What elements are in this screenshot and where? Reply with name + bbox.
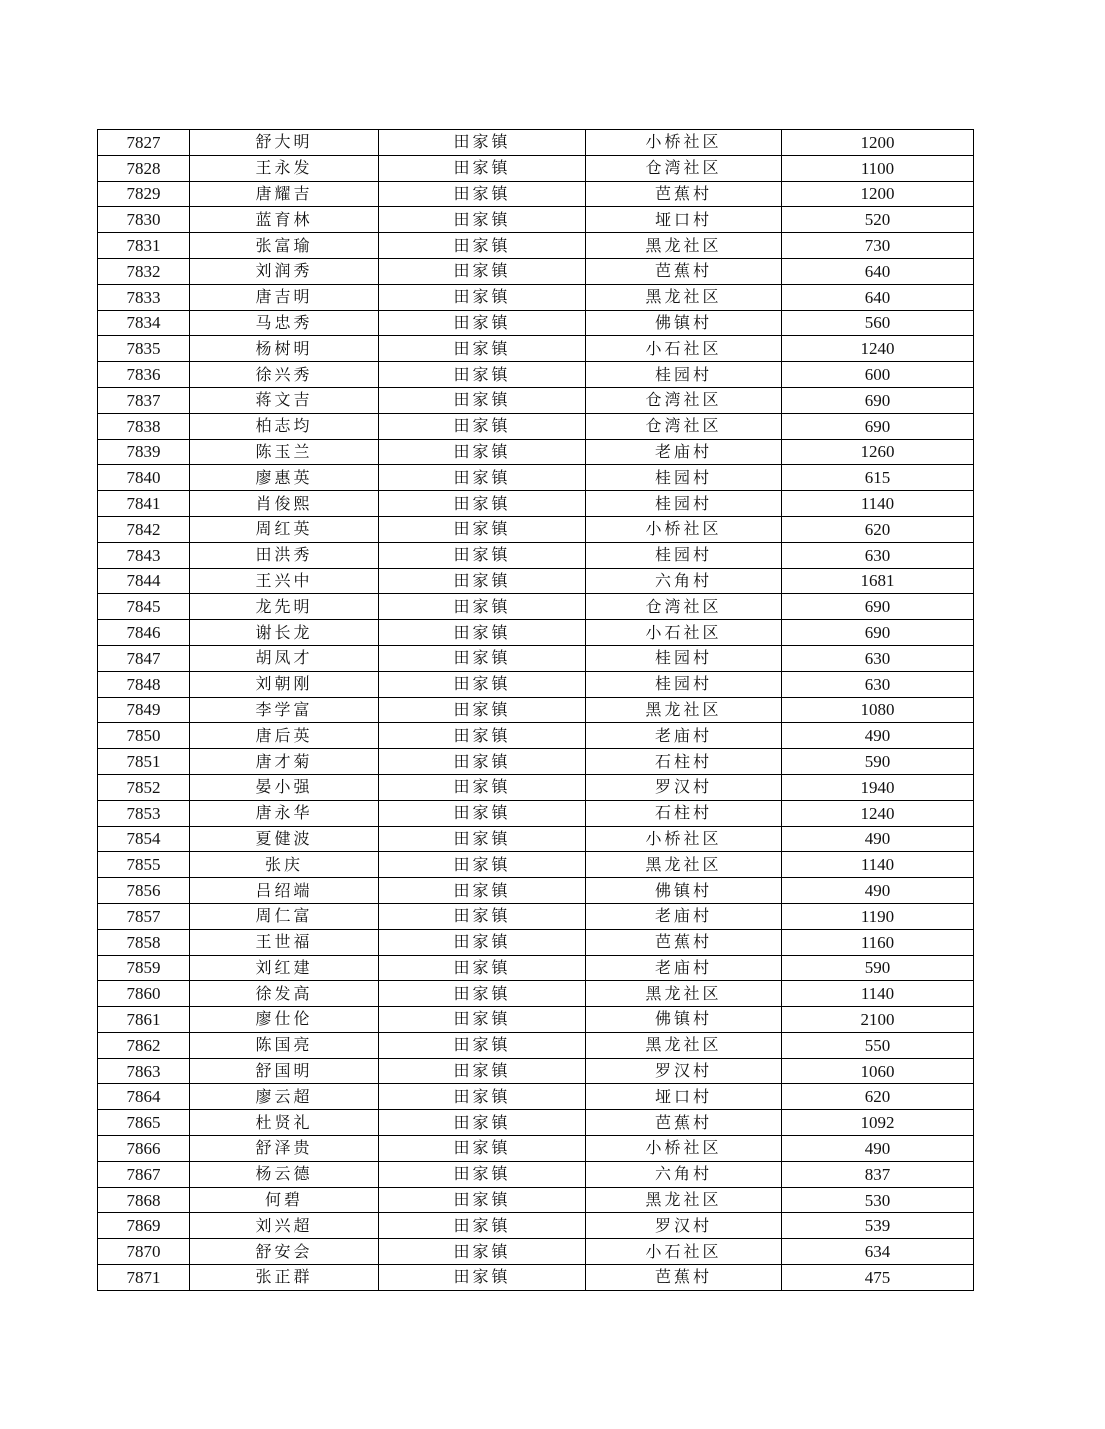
table-row bbox=[98, 233, 974, 259]
village-name: 芭蕉村 bbox=[586, 1110, 782, 1136]
town-name: 田家镇 bbox=[379, 981, 586, 1007]
village-name: 小石社区 bbox=[586, 336, 782, 362]
town-name: 田家镇 bbox=[379, 465, 586, 491]
village-name: 佛镇村 bbox=[586, 878, 782, 904]
table-row bbox=[98, 620, 974, 646]
table-row bbox=[98, 387, 974, 413]
amount-value: 1200 bbox=[782, 130, 974, 156]
person-name: 杨云德 bbox=[190, 1161, 379, 1187]
amount-value: 690 bbox=[782, 620, 974, 646]
person-name: 廖仕伦 bbox=[190, 1007, 379, 1033]
amount-value: 590 bbox=[782, 749, 974, 775]
amount-value: 634 bbox=[782, 1239, 974, 1265]
village-name: 佛镇村 bbox=[586, 1007, 782, 1033]
person-name: 刘红建 bbox=[190, 955, 379, 981]
village-name: 小桥社区 bbox=[586, 826, 782, 852]
table-row bbox=[98, 929, 974, 955]
table-row bbox=[98, 1084, 974, 1110]
table-row bbox=[98, 1239, 974, 1265]
row-number: 7858 bbox=[98, 929, 190, 955]
person-name: 王永发 bbox=[190, 155, 379, 181]
amount-value: 640 bbox=[782, 258, 974, 284]
amount-value: 530 bbox=[782, 1187, 974, 1213]
town-name: 田家镇 bbox=[379, 955, 586, 981]
row-number: 7829 bbox=[98, 181, 190, 207]
table-row bbox=[98, 671, 974, 697]
town-name: 田家镇 bbox=[379, 749, 586, 775]
row-number: 7834 bbox=[98, 310, 190, 336]
amount-value: 630 bbox=[782, 645, 974, 671]
amount-value: 690 bbox=[782, 387, 974, 413]
person-name: 杨树明 bbox=[190, 336, 379, 362]
table-row bbox=[98, 1110, 974, 1136]
town-name: 田家镇 bbox=[379, 1239, 586, 1265]
town-name: 田家镇 bbox=[379, 130, 586, 156]
person-name: 胡凤才 bbox=[190, 645, 379, 671]
table-row bbox=[98, 516, 974, 542]
person-name: 刘兴超 bbox=[190, 1213, 379, 1239]
town-name: 田家镇 bbox=[379, 542, 586, 568]
town-name: 田家镇 bbox=[379, 258, 586, 284]
person-name: 刘润秀 bbox=[190, 258, 379, 284]
row-number: 7854 bbox=[98, 826, 190, 852]
town-name: 田家镇 bbox=[379, 1032, 586, 1058]
amount-value: 1190 bbox=[782, 903, 974, 929]
town-name: 田家镇 bbox=[379, 1058, 586, 1084]
table-row bbox=[98, 542, 974, 568]
table-row bbox=[98, 645, 974, 671]
person-name: 吕绍端 bbox=[190, 878, 379, 904]
village-name: 仓湾社区 bbox=[586, 594, 782, 620]
village-name: 黑龙社区 bbox=[586, 697, 782, 723]
table-row bbox=[98, 1265, 974, 1291]
amount-value: 1092 bbox=[782, 1110, 974, 1136]
amount-value: 620 bbox=[782, 516, 974, 542]
town-name: 田家镇 bbox=[379, 1007, 586, 1033]
village-name: 小石社区 bbox=[586, 620, 782, 646]
village-name: 垭口村 bbox=[586, 1084, 782, 1110]
village-name: 小石社区 bbox=[586, 1239, 782, 1265]
town-name: 田家镇 bbox=[379, 800, 586, 826]
table-row bbox=[98, 800, 974, 826]
village-name: 桂园村 bbox=[586, 491, 782, 517]
village-name: 垭口村 bbox=[586, 207, 782, 233]
amount-value: 1140 bbox=[782, 491, 974, 517]
amount-value: 640 bbox=[782, 284, 974, 310]
person-name: 陈国亮 bbox=[190, 1032, 379, 1058]
amount-value: 475 bbox=[782, 1265, 974, 1291]
table-row bbox=[98, 723, 974, 749]
table-row bbox=[98, 465, 974, 491]
village-name: 黑龙社区 bbox=[586, 1187, 782, 1213]
person-name: 谢长龙 bbox=[190, 620, 379, 646]
town-name: 田家镇 bbox=[379, 362, 586, 388]
village-name: 六角村 bbox=[586, 568, 782, 594]
village-name: 桂园村 bbox=[586, 465, 782, 491]
village-name: 桂园村 bbox=[586, 645, 782, 671]
village-name: 罗汉村 bbox=[586, 1213, 782, 1239]
row-number: 7870 bbox=[98, 1239, 190, 1265]
amount-value: 615 bbox=[782, 465, 974, 491]
amount-value: 1200 bbox=[782, 181, 974, 207]
village-name: 罗汉村 bbox=[586, 1058, 782, 1084]
table-row bbox=[98, 1136, 974, 1162]
person-name: 龙先明 bbox=[190, 594, 379, 620]
village-name: 六角村 bbox=[586, 1161, 782, 1187]
person-name: 周红英 bbox=[190, 516, 379, 542]
amount-value: 837 bbox=[782, 1161, 974, 1187]
town-name: 田家镇 bbox=[379, 1161, 586, 1187]
row-number: 7866 bbox=[98, 1136, 190, 1162]
row-number: 7853 bbox=[98, 800, 190, 826]
table-row bbox=[98, 774, 974, 800]
row-number: 7848 bbox=[98, 671, 190, 697]
town-name: 田家镇 bbox=[379, 852, 586, 878]
table-row bbox=[98, 749, 974, 775]
row-number: 7850 bbox=[98, 723, 190, 749]
person-name: 张富瑜 bbox=[190, 233, 379, 259]
row-number: 7827 bbox=[98, 130, 190, 156]
row-number: 7847 bbox=[98, 645, 190, 671]
amount-value: 600 bbox=[782, 362, 974, 388]
person-name: 唐耀吉 bbox=[190, 181, 379, 207]
table-row bbox=[98, 568, 974, 594]
person-name: 刘朝刚 bbox=[190, 671, 379, 697]
town-name: 田家镇 bbox=[379, 697, 586, 723]
amount-value: 690 bbox=[782, 413, 974, 439]
town-name: 田家镇 bbox=[379, 1213, 586, 1239]
table-row bbox=[98, 491, 974, 517]
amount-value: 590 bbox=[782, 955, 974, 981]
person-name: 唐永华 bbox=[190, 800, 379, 826]
row-number: 7830 bbox=[98, 207, 190, 233]
table-row bbox=[98, 181, 974, 207]
amount-value: 1100 bbox=[782, 155, 974, 181]
row-number: 7849 bbox=[98, 697, 190, 723]
town-name: 田家镇 bbox=[379, 645, 586, 671]
table-row bbox=[98, 903, 974, 929]
amount-value: 690 bbox=[782, 594, 974, 620]
person-name: 何碧 bbox=[190, 1187, 379, 1213]
person-name: 肖俊熙 bbox=[190, 491, 379, 517]
village-name: 小桥社区 bbox=[586, 130, 782, 156]
village-name: 石柱村 bbox=[586, 800, 782, 826]
village-name: 老庙村 bbox=[586, 723, 782, 749]
row-number: 7836 bbox=[98, 362, 190, 388]
village-name: 老庙村 bbox=[586, 903, 782, 929]
village-name: 小桥社区 bbox=[586, 1136, 782, 1162]
town-name: 田家镇 bbox=[379, 516, 586, 542]
town-name: 田家镇 bbox=[379, 310, 586, 336]
town-name: 田家镇 bbox=[379, 1265, 586, 1291]
table-row bbox=[98, 439, 974, 465]
table-row bbox=[98, 1007, 974, 1033]
village-name: 桂园村 bbox=[586, 671, 782, 697]
village-name: 黑龙社区 bbox=[586, 981, 782, 1007]
person-name: 徐发高 bbox=[190, 981, 379, 1007]
person-name: 舒安会 bbox=[190, 1239, 379, 1265]
row-number: 7835 bbox=[98, 336, 190, 362]
amount-value: 1140 bbox=[782, 981, 974, 1007]
row-number: 7842 bbox=[98, 516, 190, 542]
person-name: 舒泽贵 bbox=[190, 1136, 379, 1162]
amount-value: 490 bbox=[782, 878, 974, 904]
town-name: 田家镇 bbox=[379, 929, 586, 955]
table-row bbox=[98, 878, 974, 904]
village-name: 石柱村 bbox=[586, 749, 782, 775]
row-number: 7840 bbox=[98, 465, 190, 491]
village-name: 仓湾社区 bbox=[586, 155, 782, 181]
table-row bbox=[98, 362, 974, 388]
row-number: 7871 bbox=[98, 1265, 190, 1291]
table-row bbox=[98, 955, 974, 981]
row-number: 7857 bbox=[98, 903, 190, 929]
town-name: 田家镇 bbox=[379, 233, 586, 259]
amount-value: 550 bbox=[782, 1032, 974, 1058]
amount-value: 539 bbox=[782, 1213, 974, 1239]
row-number: 7867 bbox=[98, 1161, 190, 1187]
amount-value: 1240 bbox=[782, 336, 974, 362]
amount-value: 730 bbox=[782, 233, 974, 259]
row-number: 7856 bbox=[98, 878, 190, 904]
town-name: 田家镇 bbox=[379, 620, 586, 646]
town-name: 田家镇 bbox=[379, 723, 586, 749]
person-name: 马忠秀 bbox=[190, 310, 379, 336]
row-number: 7832 bbox=[98, 258, 190, 284]
amount-value: 630 bbox=[782, 671, 974, 697]
table-row bbox=[98, 852, 974, 878]
town-name: 田家镇 bbox=[379, 336, 586, 362]
amount-value: 1160 bbox=[782, 929, 974, 955]
town-name: 田家镇 bbox=[379, 284, 586, 310]
row-number: 7843 bbox=[98, 542, 190, 568]
town-name: 田家镇 bbox=[379, 1110, 586, 1136]
table-row bbox=[98, 284, 974, 310]
table-row bbox=[98, 207, 974, 233]
amount-value: 620 bbox=[782, 1084, 974, 1110]
town-name: 田家镇 bbox=[379, 568, 586, 594]
table-row bbox=[98, 1161, 974, 1187]
person-name: 田洪秀 bbox=[190, 542, 379, 568]
row-number: 7869 bbox=[98, 1213, 190, 1239]
person-name: 王世福 bbox=[190, 929, 379, 955]
village-name: 黑龙社区 bbox=[586, 233, 782, 259]
row-number: 7851 bbox=[98, 749, 190, 775]
person-name: 廖云超 bbox=[190, 1084, 379, 1110]
table-row bbox=[98, 981, 974, 1007]
amount-value: 520 bbox=[782, 207, 974, 233]
person-name: 蒋文吉 bbox=[190, 387, 379, 413]
table-row bbox=[98, 155, 974, 181]
row-number: 7860 bbox=[98, 981, 190, 1007]
row-number: 7844 bbox=[98, 568, 190, 594]
row-number: 7845 bbox=[98, 594, 190, 620]
town-name: 田家镇 bbox=[379, 1187, 586, 1213]
row-number: 7863 bbox=[98, 1058, 190, 1084]
person-name: 廖惠英 bbox=[190, 465, 379, 491]
village-name: 老庙村 bbox=[586, 439, 782, 465]
person-name: 舒国明 bbox=[190, 1058, 379, 1084]
table-row bbox=[98, 1058, 974, 1084]
row-number: 7855 bbox=[98, 852, 190, 878]
village-name: 仓湾社区 bbox=[586, 413, 782, 439]
town-name: 田家镇 bbox=[379, 594, 586, 620]
table-row bbox=[98, 1213, 974, 1239]
row-number: 7839 bbox=[98, 439, 190, 465]
roster-table-body bbox=[98, 130, 974, 1291]
village-name: 小桥社区 bbox=[586, 516, 782, 542]
person-name: 周仁富 bbox=[190, 903, 379, 929]
row-number: 7865 bbox=[98, 1110, 190, 1136]
person-name: 唐后英 bbox=[190, 723, 379, 749]
person-name: 唐吉明 bbox=[190, 284, 379, 310]
person-name: 王兴中 bbox=[190, 568, 379, 594]
village-name: 芭蕉村 bbox=[586, 258, 782, 284]
table-row bbox=[98, 1187, 974, 1213]
town-name: 田家镇 bbox=[379, 491, 586, 517]
town-name: 田家镇 bbox=[379, 207, 586, 233]
village-name: 桂园村 bbox=[586, 542, 782, 568]
table-row bbox=[98, 130, 974, 156]
row-number: 7828 bbox=[98, 155, 190, 181]
row-number: 7837 bbox=[98, 387, 190, 413]
table-row bbox=[98, 826, 974, 852]
amount-value: 1080 bbox=[782, 697, 974, 723]
row-number: 7838 bbox=[98, 413, 190, 439]
row-number: 7831 bbox=[98, 233, 190, 259]
town-name: 田家镇 bbox=[379, 413, 586, 439]
village-name: 佛镇村 bbox=[586, 310, 782, 336]
table-row bbox=[98, 310, 974, 336]
amount-value: 1940 bbox=[782, 774, 974, 800]
person-name: 杜贤礼 bbox=[190, 1110, 379, 1136]
amount-value: 1060 bbox=[782, 1058, 974, 1084]
town-name: 田家镇 bbox=[379, 671, 586, 697]
town-name: 田家镇 bbox=[379, 155, 586, 181]
amount-value: 1260 bbox=[782, 439, 974, 465]
table-row bbox=[98, 336, 974, 362]
village-name: 罗汉村 bbox=[586, 774, 782, 800]
amount-value: 2100 bbox=[782, 1007, 974, 1033]
town-name: 田家镇 bbox=[379, 826, 586, 852]
table-row bbox=[98, 258, 974, 284]
person-name: 晏小强 bbox=[190, 774, 379, 800]
town-name: 田家镇 bbox=[379, 387, 586, 413]
village-name: 老庙村 bbox=[586, 955, 782, 981]
village-name: 仓湾社区 bbox=[586, 387, 782, 413]
amount-value: 1240 bbox=[782, 800, 974, 826]
amount-value: 490 bbox=[782, 826, 974, 852]
row-number: 7862 bbox=[98, 1032, 190, 1058]
amount-value: 630 bbox=[782, 542, 974, 568]
person-name: 舒大明 bbox=[190, 130, 379, 156]
row-number: 7868 bbox=[98, 1187, 190, 1213]
person-name: 李学富 bbox=[190, 697, 379, 723]
town-name: 田家镇 bbox=[379, 774, 586, 800]
row-number: 7841 bbox=[98, 491, 190, 517]
village-name: 黑龙社区 bbox=[586, 284, 782, 310]
row-number: 7833 bbox=[98, 284, 190, 310]
village-name: 桂园村 bbox=[586, 362, 782, 388]
amount-value: 490 bbox=[782, 1136, 974, 1162]
village-name: 黑龙社区 bbox=[586, 852, 782, 878]
amount-value: 560 bbox=[782, 310, 974, 336]
village-name: 芭蕉村 bbox=[586, 181, 782, 207]
table-row bbox=[98, 413, 974, 439]
person-name: 柏志均 bbox=[190, 413, 379, 439]
village-name: 芭蕉村 bbox=[586, 929, 782, 955]
roster-table bbox=[97, 129, 974, 1291]
town-name: 田家镇 bbox=[379, 181, 586, 207]
person-name: 蓝育林 bbox=[190, 207, 379, 233]
amount-value: 1140 bbox=[782, 852, 974, 878]
village-name: 芭蕉村 bbox=[586, 1265, 782, 1291]
town-name: 田家镇 bbox=[379, 1084, 586, 1110]
person-name: 张正群 bbox=[190, 1265, 379, 1291]
amount-value: 490 bbox=[782, 723, 974, 749]
row-number: 7852 bbox=[98, 774, 190, 800]
amount-value: 1681 bbox=[782, 568, 974, 594]
table-row bbox=[98, 697, 974, 723]
town-name: 田家镇 bbox=[379, 439, 586, 465]
row-number: 7864 bbox=[98, 1084, 190, 1110]
table-row bbox=[98, 1032, 974, 1058]
person-name: 陈玉兰 bbox=[190, 439, 379, 465]
person-name: 张庆 bbox=[190, 852, 379, 878]
town-name: 田家镇 bbox=[379, 1136, 586, 1162]
village-name: 黑龙社区 bbox=[586, 1032, 782, 1058]
town-name: 田家镇 bbox=[379, 878, 586, 904]
person-name: 夏健波 bbox=[190, 826, 379, 852]
town-name: 田家镇 bbox=[379, 903, 586, 929]
table-row bbox=[98, 594, 974, 620]
row-number: 7859 bbox=[98, 955, 190, 981]
row-number: 7846 bbox=[98, 620, 190, 646]
person-name: 徐兴秀 bbox=[190, 362, 379, 388]
row-number: 7861 bbox=[98, 1007, 190, 1033]
person-name: 唐才菊 bbox=[190, 749, 379, 775]
